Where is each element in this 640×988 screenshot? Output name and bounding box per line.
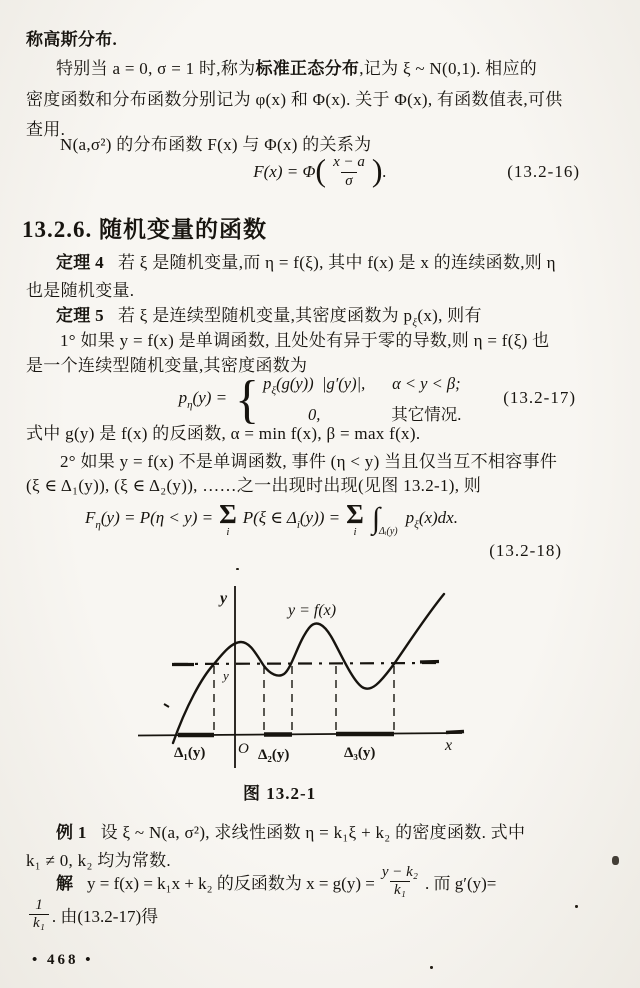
subscript-xi: ξ <box>414 518 419 531</box>
text-segment: 若 ξ 是连续型随机变量,其密度函数为 p <box>117 306 413 325</box>
example1-line2: k₁ ≠ 0, k₂ 均为常数. <box>26 851 171 870</box>
eq16-open-paren: ( <box>315 152 327 188</box>
curve-label: y = f(x) <box>288 602 337 619</box>
standard-normal-term: 标准正态分布 <box>255 59 360 78</box>
eq16-fraction <box>329 154 369 190</box>
scan-speck <box>430 966 433 969</box>
solution-line1 <box>26 864 606 900</box>
subscript-xi: ξ <box>412 317 418 329</box>
text-segment: . 而 g′(y)= <box>425 874 497 894</box>
text-segment: . 由(13.2-17)得 <box>51 907 159 927</box>
equation-13-2-17 <box>0 369 640 429</box>
interval-delta3-label: Δ₃(y) <box>344 745 376 761</box>
subscript-i: i <box>296 518 300 531</box>
text-segment: 设 ξ ~ N(a, σ²), 求线性函数 η = k₁ξ + k₂ 的密度函数. 式中 <box>100 823 526 842</box>
case1-line2: 是一个连续型随机变量,其密度函数为 <box>26 356 308 375</box>
origin-label: O <box>238 741 249 757</box>
y-level-label: y <box>223 668 229 683</box>
scan-speck <box>575 905 578 908</box>
eq18-sum1: Σ i <box>219 498 237 538</box>
solution-label: 解 <box>56 874 73 894</box>
eq16-close-paren: ) <box>371 152 383 188</box>
x-axis-label: x <box>445 737 453 754</box>
text-segment: 若 ξ 是随机变量,而 η = f(ξ), 其中 f(x) 是 x 的连续函数,则 η <box>117 253 556 272</box>
case1-line1: 1° 如果 y = f(x) 是单调函数, 且处处有异于零的导数,则 η = f(ξ) 也 <box>60 331 550 350</box>
case2-line1: 2° 如果 y = f(x) 不是单调函数, 事件 (η < y) 当且仅当互不相容事件 <box>60 452 558 471</box>
subscript-xi: ξ <box>271 384 277 397</box>
derivative-fraction: $\frac{1}{\text{k₁}}$ <box>29 897 49 933</box>
paragraph-gauss-distribution: 称高斯分布. <box>26 30 118 49</box>
eq16-period: . <box>382 162 387 181</box>
example1-line1 <box>26 820 602 846</box>
eq18-integral: ∫ Δᵢ(y) <box>371 502 398 537</box>
eq16-lhs: F(x) = Φ <box>253 162 316 181</box>
x-axis-tip <box>446 732 464 733</box>
theorem4-line1 <box>26 250 602 276</box>
section-heading-13-2-6: 13.2.6. 随机变量的函数 <box>22 217 267 242</box>
figure-caption: 图 13.2-1 <box>243 784 317 803</box>
theorem4-label: 定理 4 <box>56 253 104 272</box>
interval-delta2-label: Δ₂(y) <box>258 747 290 763</box>
text-segment: 特别当 a = 0, σ = 1 时,称为 <box>56 59 256 78</box>
eq18-tag: (13.2-18) <box>489 541 562 560</box>
eq17-row1-value: $p_\xi(g(y))$ |g′(y)|, <box>263 373 366 397</box>
eq17-brace: { <box>235 369 260 429</box>
solution-line2 <box>26 897 158 933</box>
y-level-right-stub <box>420 662 439 663</box>
droplines <box>214 666 394 733</box>
eq16-tag: (13.2-16) <box>507 162 580 181</box>
equation-13-2-18 <box>0 496 640 542</box>
eq18-lhs: $F_\eta(y) = P(\eta < y)$ = <box>85 507 214 531</box>
subscript-eta: η <box>187 398 193 411</box>
y-axis-label: y <box>220 590 228 607</box>
theorem4-line2: 也是随机变量. <box>26 281 135 300</box>
eq17-row2-value: 0, <box>308 404 321 424</box>
eq16-denominator: σ <box>341 172 356 190</box>
text-segment: y = f(x) = k₁x + k₂ 的反函数为 x = g(y) = <box>87 874 375 894</box>
theorem5-label: 定理 5 <box>56 306 104 325</box>
paragraph-standard-normal-line1 <box>26 56 602 82</box>
example1-label: 例 1 <box>56 823 87 842</box>
scan-mark <box>164 704 169 707</box>
after-eq17-note: 式中 g(y) 是 f(x) 的反函数, α = min f(x), β = max f(x). <box>26 424 421 443</box>
paragraph-relation-F-Phi: N(a,σ²) 的分布函数 F(x) 与 Φ(x) 的关系为 <box>60 135 372 154</box>
eq17-row1-condition: α < y < β; <box>392 373 461 393</box>
eq17-tag: (13.2-17) <box>503 388 576 407</box>
scan-speck <box>236 568 239 570</box>
eq16-numerator: x − a <box>333 154 365 171</box>
eq17-row2-condition: 其它情况. <box>391 404 462 424</box>
paragraph-standard-normal-line2: 密度函数和分布函数分别记为 φ(x) 和 Φ(x). 关于 Φ(x), 有函数值表,可供 <box>26 90 563 109</box>
eq18-integrand: $p_\xi(x)dx$. <box>405 507 458 531</box>
figure-13-2-1 <box>128 580 552 772</box>
paragraph-standard-normal-line3: 查用. <box>26 120 66 139</box>
inverse-function-fraction: $\frac{\text{y − k₂}}{\text{k₁}}$ <box>381 864 419 899</box>
page-number: • 468 • <box>32 952 94 968</box>
eq17-cases <box>263 373 461 426</box>
text-segment: ,记为 ξ ~ N(0,1). 相应的 <box>359 59 538 78</box>
integral-bound: Δᵢ(y) <box>379 525 398 537</box>
eq18-sum2: Σ i <box>346 498 364 538</box>
equation-13-2-16 <box>0 150 640 194</box>
eq17-lhs: $p_\eta(y)$ = <box>178 387 228 411</box>
case2-line2: (ξ ∈ Δ₁(y)), (ξ ∈ Δ₂(y)), ……之一出现时出现(见图 13.2-1), 则 <box>26 476 482 495</box>
scan-speck <box>612 856 619 865</box>
text-segment: (x), 则有 <box>417 306 482 325</box>
interval-delta1-label: Δ₁(y) <box>174 745 206 761</box>
eq18-middle: P(ξ ∈ $\Delta_i(y)$) = <box>242 507 341 531</box>
subscript-eta: η <box>95 518 101 531</box>
